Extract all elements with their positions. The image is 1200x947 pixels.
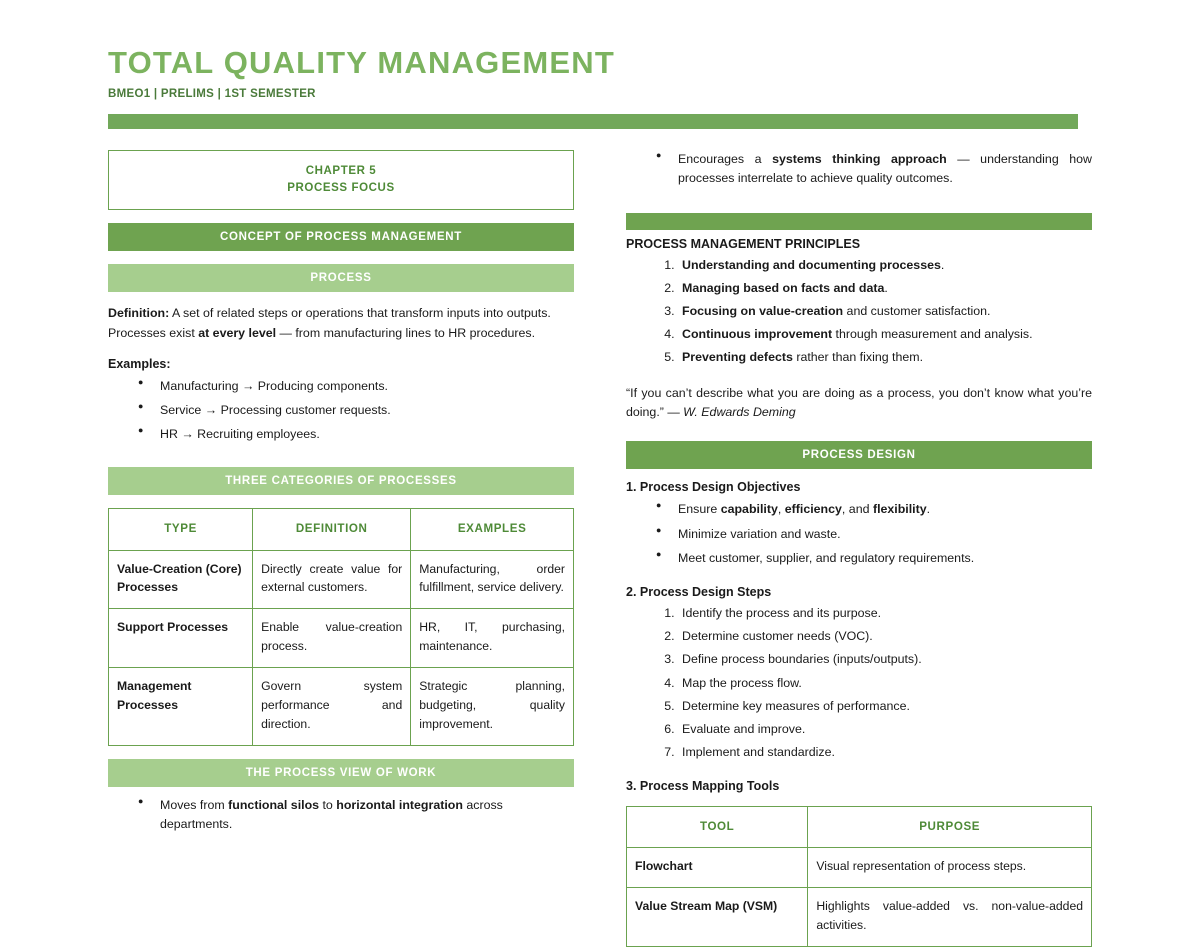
cell-type: Support Processes (109, 609, 253, 668)
chapter-number: CHAPTER 5 (115, 163, 567, 180)
pv-post: across departments. (160, 798, 503, 831)
definition-text: A set of related steps or operations that transform inputs into outputs. (169, 306, 551, 320)
list-item (160, 796, 574, 834)
cell-type: Value-Creation (Core) Processes (109, 550, 253, 609)
cell-purpose: Highlights value-added vs. non-value-added activities. (808, 888, 1092, 947)
st-post: — understanding how processes interrelate to achieve quality outcomes. (678, 152, 1092, 185)
cell-type: Management Processes (109, 668, 253, 746)
pv-bold-2: horizontal integration (336, 798, 463, 812)
exists-prefix: Processes exist (108, 326, 198, 340)
table-row (627, 888, 1092, 947)
design-objectives-list (626, 500, 1092, 568)
section-banner-categories: THREE CATEGORIES OF PROCESSES (108, 467, 574, 495)
list-item (678, 348, 1092, 367)
obj-post: . (927, 502, 930, 516)
principle-bold: Understanding and documenting processes (682, 258, 941, 272)
divider-bar-principles (626, 213, 1092, 230)
list-item: ● Manufacturing → Producing components. (160, 377, 574, 396)
right-column (626, 150, 1092, 947)
design-objectives-heading: 1. Process Design Objectives (626, 480, 1092, 494)
chapter-name: PROCESS FOCUS (115, 180, 567, 197)
principle-rest: and customer satisfaction. (843, 304, 990, 318)
column-header-purpose: PURPOSE (808, 806, 1092, 848)
principle-bold: Focusing on value-creation (682, 304, 843, 318)
cell-examples: Manufacturing, order fulfillment, service delivery. (411, 550, 574, 609)
list-item: ● Minimize variation and waste. (678, 525, 1092, 544)
column-header-tool: TOOL (627, 806, 808, 848)
examples-list (108, 377, 574, 445)
cell-purpose: Visual representation of process steps. (808, 848, 1092, 888)
list-item (678, 500, 1092, 519)
principle-bold: Preventing defects (682, 350, 793, 364)
column-header-definition: DEFINITION (253, 508, 411, 550)
chapter-box (108, 150, 574, 210)
principle-bold: Managing based on facts and data (682, 281, 884, 295)
quote-author: W. Edwards Deming (680, 405, 796, 419)
column-header-type: TYPE (109, 508, 253, 550)
exists-suffix: — from manufacturing lines to HR procedures. (276, 326, 535, 340)
design-steps-heading: 2. Process Design Steps (626, 585, 1092, 599)
mapping-tools-table (626, 806, 1092, 947)
list-item: ● Meet customer, supplier, and regulatory requirements. (678, 549, 1092, 568)
quote-text: “If you can’t describe what you are doing as a process, you don’t know what you’re doing.” — (626, 386, 1092, 420)
list-item (678, 256, 1092, 275)
principles-list (626, 256, 1092, 368)
list-item (678, 325, 1092, 344)
pv-mid: to (319, 798, 336, 812)
list-item: 6. Evaluate and improve. (678, 720, 1092, 739)
page-subtitle: BMEO1 | PRELIMS | 1ST SEMESTER (108, 88, 1093, 100)
obj-bold-2: efficiency (785, 502, 842, 516)
st-pre: Encourages a (678, 152, 772, 166)
exists-bold: at every level (198, 326, 276, 340)
obj-bold-3: flexibility (873, 502, 927, 516)
list-item: 7. Implement and standardize. (678, 743, 1092, 762)
left-column (108, 150, 574, 947)
obj-pre: Ensure (678, 502, 721, 516)
list-item: 2. Determine customer needs (VOC). (678, 627, 1092, 646)
header-divider-bar (108, 114, 1078, 129)
obj-bold-1: capability (721, 502, 778, 516)
section-banner-process-view: THE PROCESS VIEW OF WORK (108, 759, 574, 787)
list-item: 1. Identify the process and its purpose. (678, 604, 1092, 623)
pv-bold-1: functional silos (228, 798, 319, 812)
obj-mid-1: , (778, 502, 785, 516)
mapping-tools-heading: 3. Process Mapping Tools (626, 779, 1092, 793)
section-banner-concept: CONCEPT OF PROCESS MANAGEMENT (108, 223, 574, 251)
definition-label: Definition: (108, 306, 169, 320)
principle-bold: Continuous improvement (682, 327, 832, 341)
list-item: 3. Define process boundaries (inputs/outputs). (678, 650, 1092, 669)
two-column-layout (108, 150, 1093, 947)
column-header-examples: EXAMPLES (411, 508, 574, 550)
cell-definition: Enable value-creation process. (253, 609, 411, 668)
table-row (109, 609, 574, 668)
table-row (627, 848, 1092, 888)
cell-definition: Govern system performance and direction. (253, 668, 411, 746)
cell-tool: Value Stream Map (VSM) (627, 888, 808, 947)
cell-examples: Strategic planning, budgeting, quality improvement. (411, 668, 574, 746)
principle-rest: . (884, 281, 887, 295)
document-content (108, 46, 1093, 947)
list-item: ● Service → Processing customer requests. (160, 401, 574, 420)
systems-thinking-list (626, 150, 1092, 188)
table-row (109, 668, 574, 746)
cell-tool: Flowchart (627, 848, 808, 888)
principles-heading: PROCESS MANAGEMENT PRINCIPLES (626, 237, 1092, 251)
process-categories-table (108, 508, 574, 746)
list-item: 5. Determine key measures of performance. (678, 697, 1092, 716)
process-view-list (108, 796, 574, 834)
table-header-row (109, 508, 574, 550)
deming-quote (626, 384, 1092, 424)
principle-rest: rather than fixing them. (793, 350, 923, 364)
list-item (678, 279, 1092, 298)
principle-rest: . (941, 258, 944, 272)
table-header-row (627, 806, 1092, 848)
list-item: 4. Map the process flow. (678, 674, 1092, 693)
st-bold: systems thinking approach (772, 152, 947, 166)
pv-pre: Moves from (160, 798, 228, 812)
process-definition (108, 304, 574, 342)
cell-examples: HR, IT, purchasing, maintenance. (411, 609, 574, 668)
examples-label: Examples: (108, 357, 574, 371)
table-row (109, 550, 574, 609)
obj-mid-2: , and (842, 502, 873, 516)
list-item: ● HR → Recruiting employees. (160, 425, 574, 444)
list-item (678, 302, 1092, 321)
cell-definition: Directly create value for external customers. (253, 550, 411, 609)
section-banner-process-design: PROCESS DESIGN (626, 441, 1092, 469)
design-steps-list (626, 604, 1092, 763)
document-header (108, 46, 1093, 129)
list-item (678, 150, 1092, 188)
section-banner-process: PROCESS (108, 264, 574, 292)
page-title: TOTAL QUALITY MANAGEMENT (108, 46, 1093, 80)
principle-rest: through measurement and analysis. (832, 327, 1032, 341)
